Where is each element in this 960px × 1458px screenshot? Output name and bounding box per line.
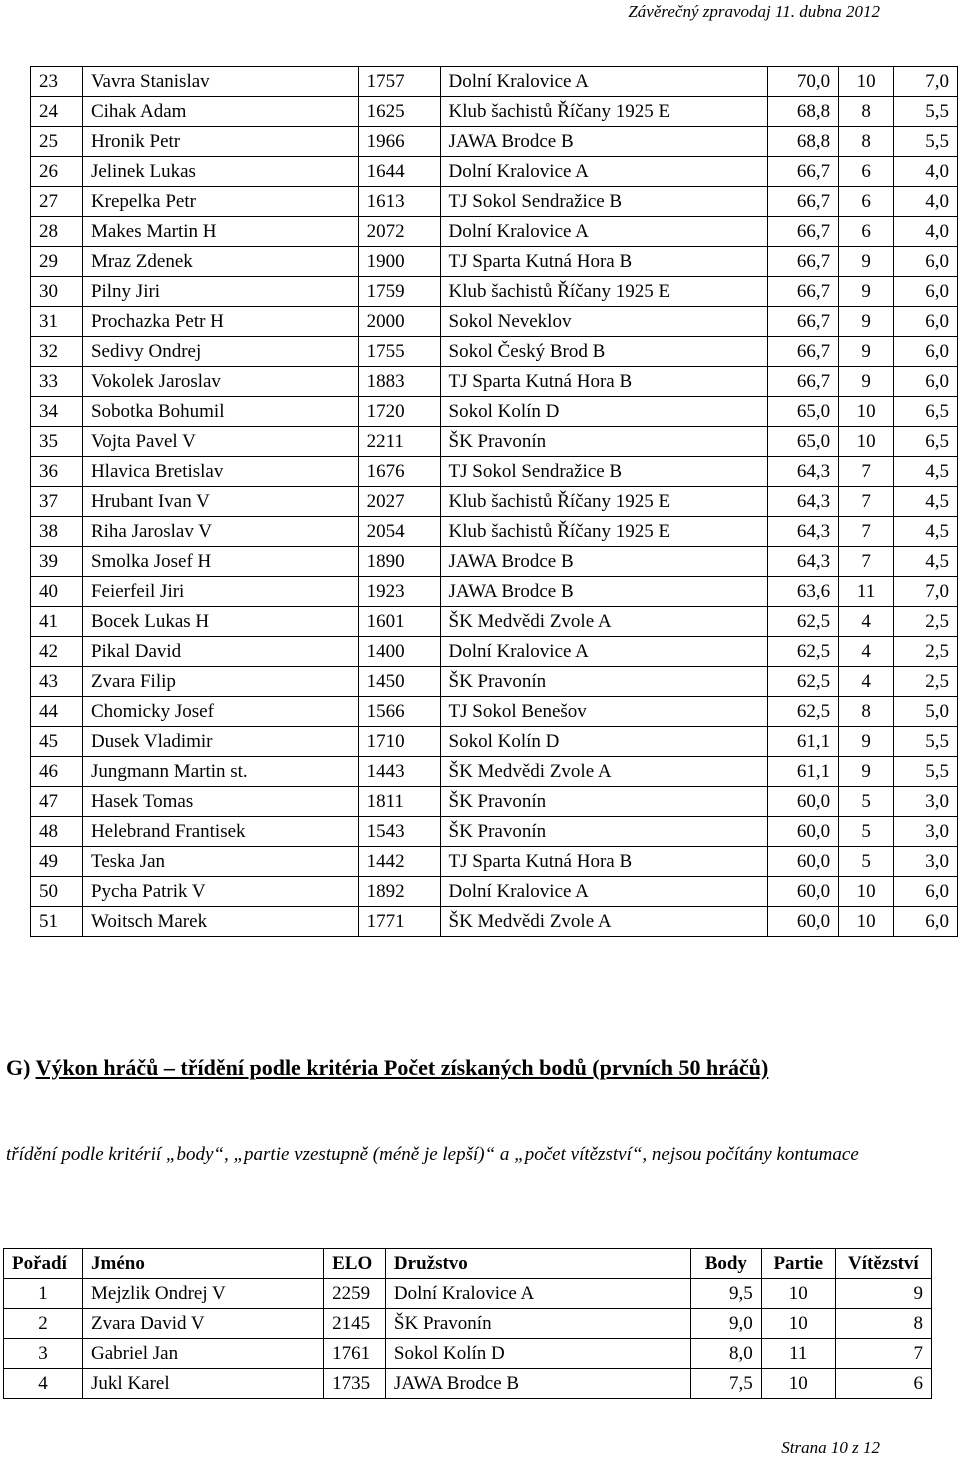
table-row xyxy=(31,727,958,757)
table-cell: Klub šachistů Říčany 1925 E xyxy=(440,517,768,547)
table-cell: 34 xyxy=(31,397,83,427)
table-cell: Zvara David V xyxy=(83,1309,324,1339)
table-row xyxy=(31,577,958,607)
table-cell: 2072 xyxy=(358,217,440,247)
table-cell: 9 xyxy=(839,277,894,307)
table-cell: 2,5 xyxy=(894,667,958,697)
table-cell: 1761 xyxy=(324,1339,386,1369)
table-cell: 32 xyxy=(31,337,83,367)
table-cell: 60,0 xyxy=(768,817,839,847)
table-row xyxy=(31,127,958,157)
table-cell: 7 xyxy=(835,1339,931,1369)
table-cell: Sokol Kolín D xyxy=(440,397,768,427)
results-table-continued xyxy=(30,66,958,937)
table-cell: Riha Jaroslav V xyxy=(82,517,358,547)
table-cell: Helebrand Frantisek xyxy=(82,817,358,847)
table-row xyxy=(31,397,958,427)
table-cell: 42 xyxy=(31,637,83,667)
table-cell: 5 xyxy=(839,847,894,877)
table-cell: 10 xyxy=(761,1279,835,1309)
table-row xyxy=(31,607,958,637)
table-cell: 31 xyxy=(31,307,83,337)
table-cell: 1757 xyxy=(358,67,440,97)
table-row xyxy=(4,1309,932,1339)
table-cell: 9 xyxy=(839,757,894,787)
table-cell: Sokol Český Brod B xyxy=(440,337,768,367)
col-header: ELO xyxy=(324,1249,386,1279)
table-cell: 9 xyxy=(839,307,894,337)
table-cell: 6,5 xyxy=(894,397,958,427)
table-cell: 62,5 xyxy=(768,607,839,637)
table-row xyxy=(4,1279,932,1309)
table-cell: 1890 xyxy=(358,547,440,577)
table-cell: 1811 xyxy=(358,787,440,817)
table-cell: Dolní Kralovice A xyxy=(440,67,768,97)
table-cell: 7,5 xyxy=(690,1369,761,1399)
table-cell: 1771 xyxy=(358,907,440,937)
table-cell: Feierfeil Jiri xyxy=(82,577,358,607)
table-cell: 40 xyxy=(31,577,83,607)
table-cell: 29 xyxy=(31,247,83,277)
table-cell: Sokol Neveklov xyxy=(440,307,768,337)
table-cell: 3,0 xyxy=(894,847,958,877)
table-cell: TJ Sparta Kutná Hora B xyxy=(440,367,768,397)
table-cell: 6 xyxy=(839,157,894,187)
table-cell: 6,0 xyxy=(894,367,958,397)
table-cell: 2,5 xyxy=(894,637,958,667)
table-cell: 10 xyxy=(839,907,894,937)
table-cell: 2259 xyxy=(324,1279,386,1309)
table-cell: 64,3 xyxy=(768,547,839,577)
table-row xyxy=(31,667,958,697)
table-cell: 61,1 xyxy=(768,757,839,787)
table-cell: Vavra Stanislav xyxy=(82,67,358,97)
table-row xyxy=(31,817,958,847)
table-cell: Klub šachistů Říčany 1925 E xyxy=(440,97,768,127)
table-cell: 6,0 xyxy=(894,337,958,367)
table-cell: Sedivy Ondrej xyxy=(82,337,358,367)
table-cell: 9 xyxy=(839,337,894,367)
table-cell: 9 xyxy=(839,727,894,757)
table-cell: 10 xyxy=(761,1309,835,1339)
table-cell: 41 xyxy=(31,607,83,637)
table-cell: 30 xyxy=(31,277,83,307)
table-row xyxy=(31,847,958,877)
table-row xyxy=(31,307,958,337)
table-row xyxy=(31,487,958,517)
table-cell: 6,0 xyxy=(894,877,958,907)
table-cell: 1923 xyxy=(358,577,440,607)
table-cell: 1450 xyxy=(358,667,440,697)
page-footer: Strana 10 z 12 xyxy=(781,1438,880,1457)
table-cell: 66,7 xyxy=(768,187,839,217)
col-header: Partie xyxy=(761,1249,835,1279)
table-cell: 8 xyxy=(839,97,894,127)
table-cell: 7 xyxy=(839,457,894,487)
table-cell: 68,8 xyxy=(768,97,839,127)
table-row xyxy=(31,457,958,487)
table-cell: Dusek Vladimir xyxy=(82,727,358,757)
table-cell: Jelinek Lukas xyxy=(82,157,358,187)
table-cell: 10 xyxy=(839,427,894,457)
table-cell: Sobotka Bohumil xyxy=(82,397,358,427)
section-g-label: G) xyxy=(6,1055,31,1080)
table-row xyxy=(31,697,958,727)
table-cell: 63,6 xyxy=(768,577,839,607)
table-cell: 1900 xyxy=(358,247,440,277)
table-cell: 36 xyxy=(31,457,83,487)
table-cell: 9,5 xyxy=(690,1279,761,1309)
table-cell: 1966 xyxy=(358,127,440,157)
table-cell: Klub šachistů Říčany 1925 E xyxy=(440,277,768,307)
table-cell: 1400 xyxy=(358,637,440,667)
table-row xyxy=(31,757,958,787)
table-cell: JAWA Brodce B xyxy=(440,577,768,607)
table-cell: TJ Sokol Sendražice B xyxy=(440,457,768,487)
table-cell: 49 xyxy=(31,847,83,877)
table-cell: 5,5 xyxy=(894,97,958,127)
section-g-title: Výkon hráčů – třídění podle kritéria Počet získaných bodů (prvních 50 hráčů) xyxy=(35,1055,769,1080)
table-cell: ŠK Medvědi Zvole A xyxy=(440,607,768,637)
table-cell: ŠK Pravonín xyxy=(440,787,768,817)
table-cell: 4 xyxy=(4,1369,83,1399)
table-cell: Pikal David xyxy=(82,637,358,667)
table-row xyxy=(31,187,958,217)
table-cell: 1883 xyxy=(358,367,440,397)
table-cell: Dolní Kralovice A xyxy=(385,1279,690,1309)
table-cell: Smolka Josef H xyxy=(82,547,358,577)
table-cell: 39 xyxy=(31,547,83,577)
table-cell: 6,0 xyxy=(894,907,958,937)
table-cell: 1613 xyxy=(358,187,440,217)
table-cell: 4 xyxy=(839,667,894,697)
table-cell: 65,0 xyxy=(768,397,839,427)
table-cell: 2211 xyxy=(358,427,440,457)
table-cell: 64,3 xyxy=(768,487,839,517)
table-cell: 60,0 xyxy=(768,877,839,907)
table-cell: Makes Martin H xyxy=(82,217,358,247)
table-cell: Gabriel Jan xyxy=(83,1339,324,1369)
table-cell: 48 xyxy=(31,817,83,847)
table-cell: 6 xyxy=(839,217,894,247)
table-cell: 51 xyxy=(31,907,83,937)
table-cell: 47 xyxy=(31,787,83,817)
table-cell: Pycha Patrik V xyxy=(82,877,358,907)
table-cell: Sokol Kolín D xyxy=(385,1339,690,1369)
table-cell: Chomicky Josef xyxy=(82,697,358,727)
table-cell: 1601 xyxy=(358,607,440,637)
table-cell: 1443 xyxy=(358,757,440,787)
table-cell: 1759 xyxy=(358,277,440,307)
table-cell: 10 xyxy=(839,877,894,907)
table-cell: 1755 xyxy=(358,337,440,367)
table-cell: 1720 xyxy=(358,397,440,427)
table-cell: Cihak Adam xyxy=(82,97,358,127)
table-cell: 6 xyxy=(835,1369,931,1399)
table-cell: 1442 xyxy=(358,847,440,877)
table-cell: 7,0 xyxy=(894,577,958,607)
table-cell: Hrubant Ivan V xyxy=(82,487,358,517)
table-row xyxy=(31,217,958,247)
table-cell: 8 xyxy=(835,1309,931,1339)
table-row xyxy=(31,877,958,907)
table-cell: Mejzlik Ondrej V xyxy=(83,1279,324,1309)
table-cell: 8,0 xyxy=(690,1339,761,1369)
table-cell: 1543 xyxy=(358,817,440,847)
table-cell: Klub šachistů Říčany 1925 E xyxy=(440,487,768,517)
table-cell: ŠK Pravonín xyxy=(385,1309,690,1339)
table-row xyxy=(31,67,958,97)
table-row xyxy=(31,97,958,127)
table-cell: Pilny Jiri xyxy=(82,277,358,307)
table-cell: Jungmann Martin st. xyxy=(82,757,358,787)
table-row xyxy=(31,277,958,307)
table-cell: 60,0 xyxy=(768,907,839,937)
table-cell: 3,0 xyxy=(894,787,958,817)
table-cell: Mraz Zdenek xyxy=(82,247,358,277)
table-cell: 6,0 xyxy=(894,307,958,337)
col-header: Body xyxy=(690,1249,761,1279)
table-cell: 2 xyxy=(4,1309,83,1339)
table-cell: 46 xyxy=(31,757,83,787)
table-cell: Zvara Filip xyxy=(82,667,358,697)
table-cell: 66,7 xyxy=(768,247,839,277)
table-cell: Vokolek Jaroslav xyxy=(82,367,358,397)
table-cell: 1892 xyxy=(358,877,440,907)
table-cell: 1735 xyxy=(324,1369,386,1399)
table-cell: 5 xyxy=(839,787,894,817)
table-cell: 33 xyxy=(31,367,83,397)
table-cell: 9 xyxy=(839,247,894,277)
table-cell: 62,5 xyxy=(768,637,839,667)
table-cell: Bocek Lukas H xyxy=(82,607,358,637)
table-cell: Dolní Kralovice A xyxy=(440,637,768,667)
table-cell: 61,1 xyxy=(768,727,839,757)
table-row xyxy=(31,637,958,667)
table-cell: 2145 xyxy=(324,1309,386,1339)
table-cell: 9 xyxy=(835,1279,931,1309)
table-cell: 3 xyxy=(4,1339,83,1369)
table-cell: 8 xyxy=(839,127,894,157)
table-cell: 64,3 xyxy=(768,517,839,547)
table-cell: 11 xyxy=(761,1339,835,1369)
table-cell: 65,0 xyxy=(768,427,839,457)
table-cell: 43 xyxy=(31,667,83,697)
table-cell: 66,7 xyxy=(768,307,839,337)
table-cell: Krepelka Petr xyxy=(82,187,358,217)
table-row xyxy=(31,337,958,367)
table-row xyxy=(4,1369,932,1399)
table-cell: ŠK Pravonín xyxy=(440,427,768,457)
table-cell: 9 xyxy=(839,367,894,397)
table-cell: 7,0 xyxy=(894,67,958,97)
table-row xyxy=(31,787,958,817)
col-header: Vítězství xyxy=(835,1249,931,1279)
table-cell: 1676 xyxy=(358,457,440,487)
table-cell: 2027 xyxy=(358,487,440,517)
table-cell: 7 xyxy=(839,547,894,577)
table-row xyxy=(31,547,958,577)
table-cell: 28 xyxy=(31,217,83,247)
table-cell: 11 xyxy=(839,577,894,607)
table-row xyxy=(31,157,958,187)
table-cell: 2054 xyxy=(358,517,440,547)
table-cell: 70,0 xyxy=(768,67,839,97)
table-cell: 10 xyxy=(839,67,894,97)
table-cell: 6,5 xyxy=(894,427,958,457)
table-cell: Vojta Pavel V xyxy=(82,427,358,457)
table-cell: TJ Sokol Benešov xyxy=(440,697,768,727)
table-cell: 5,5 xyxy=(894,727,958,757)
table-cell: ŠK Pravonín xyxy=(440,667,768,697)
table-cell: 45 xyxy=(31,727,83,757)
table-row xyxy=(4,1339,932,1369)
table-cell: 6,0 xyxy=(894,277,958,307)
table-cell: 1566 xyxy=(358,697,440,727)
table-cell: 25 xyxy=(31,127,83,157)
table-cell: 4,5 xyxy=(894,547,958,577)
table-cell: 4 xyxy=(839,607,894,637)
table-cell: Prochazka Petr H xyxy=(82,307,358,337)
col-header: Pořadí xyxy=(4,1249,83,1279)
table-cell: Jukl Karel xyxy=(83,1369,324,1399)
table-cell: 1644 xyxy=(358,157,440,187)
table-cell: 23 xyxy=(31,67,83,97)
table-cell: 5,5 xyxy=(894,757,958,787)
section-g-note: třídění podle kritérií „body“, „partie vzestupně (méně je lepší)“ a „počet vítězství“, nejsou počítány kontumace xyxy=(6,1144,859,1165)
table-cell: 4,5 xyxy=(894,457,958,487)
table-cell: 5,5 xyxy=(894,127,958,157)
table-cell: Hronik Petr xyxy=(82,127,358,157)
table-header-row xyxy=(4,1249,932,1279)
table-cell: 66,7 xyxy=(768,217,839,247)
table-cell: 66,7 xyxy=(768,277,839,307)
table-cell: 4,5 xyxy=(894,487,958,517)
table-cell: 24 xyxy=(31,97,83,127)
table-cell: TJ Sparta Kutná Hora B xyxy=(440,247,768,277)
table-cell: 1 xyxy=(4,1279,83,1309)
table-cell: 38 xyxy=(31,517,83,547)
table-cell: 4,0 xyxy=(894,157,958,187)
table-cell: 1710 xyxy=(358,727,440,757)
table-cell: 5 xyxy=(839,817,894,847)
table-cell: 4,0 xyxy=(894,187,958,217)
col-header: Družstvo xyxy=(385,1249,690,1279)
table-cell: Dolní Kralovice A xyxy=(440,877,768,907)
table-cell: 2,5 xyxy=(894,607,958,637)
table-cell: Dolní Kralovice A xyxy=(440,157,768,187)
table-cell: 66,7 xyxy=(768,157,839,187)
table-cell: 64,3 xyxy=(768,457,839,487)
top-players-table xyxy=(3,1248,932,1399)
page-header: Závěrečný zpravodaj 11. dubna 2012 xyxy=(628,2,880,21)
table-cell: 3,0 xyxy=(894,817,958,847)
table-cell: Hasek Tomas xyxy=(82,787,358,817)
table-row xyxy=(31,907,958,937)
section-g-heading xyxy=(6,1053,906,1083)
table-cell: Dolní Kralovice A xyxy=(440,217,768,247)
table-cell: 7 xyxy=(839,517,894,547)
table-cell: 26 xyxy=(31,157,83,187)
table-cell: 4,5 xyxy=(894,517,958,547)
table-cell: 62,5 xyxy=(768,697,839,727)
table-cell: 6,0 xyxy=(894,247,958,277)
table-cell: 66,7 xyxy=(768,367,839,397)
table-cell: Teska Jan xyxy=(82,847,358,877)
table-cell: 4 xyxy=(839,637,894,667)
col-header: Jméno xyxy=(83,1249,324,1279)
table-cell: 4,0 xyxy=(894,217,958,247)
table-row xyxy=(31,367,958,397)
table-cell: JAWA Brodce B xyxy=(385,1369,690,1399)
table-cell: 8 xyxy=(839,697,894,727)
table-cell: 9,0 xyxy=(690,1309,761,1339)
table-cell: 1625 xyxy=(358,97,440,127)
table-cell: 10 xyxy=(761,1369,835,1399)
table-cell: JAWA Brodce B xyxy=(440,127,768,157)
table-cell: 66,7 xyxy=(768,337,839,367)
table-cell: ŠK Medvědi Zvole A xyxy=(440,757,768,787)
table-cell: 37 xyxy=(31,487,83,517)
table-cell: 60,0 xyxy=(768,847,839,877)
table-cell: Sokol Kolín D xyxy=(440,727,768,757)
table-cell: JAWA Brodce B xyxy=(440,547,768,577)
table-cell: 50 xyxy=(31,877,83,907)
table-cell: ŠK Pravonín xyxy=(440,817,768,847)
table-cell: 62,5 xyxy=(768,667,839,697)
table-cell: TJ Sokol Sendražice B xyxy=(440,187,768,217)
table-cell: 10 xyxy=(839,397,894,427)
table-row xyxy=(31,247,958,277)
table-cell: 5,0 xyxy=(894,697,958,727)
table-cell: 44 xyxy=(31,697,83,727)
table-cell: 6 xyxy=(839,187,894,217)
table-cell: Hlavica Bretislav xyxy=(82,457,358,487)
table-cell: TJ Sparta Kutná Hora B xyxy=(440,847,768,877)
table-row xyxy=(31,427,958,457)
table-cell: 35 xyxy=(31,427,83,457)
table-cell: 60,0 xyxy=(768,787,839,817)
table-cell: 68,8 xyxy=(768,127,839,157)
table-row xyxy=(31,517,958,547)
table-cell: ŠK Medvědi Zvole A xyxy=(440,907,768,937)
table-cell: 2000 xyxy=(358,307,440,337)
table-cell: Woitsch Marek xyxy=(82,907,358,937)
table-cell: 27 xyxy=(31,187,83,217)
table-cell: 7 xyxy=(839,487,894,517)
